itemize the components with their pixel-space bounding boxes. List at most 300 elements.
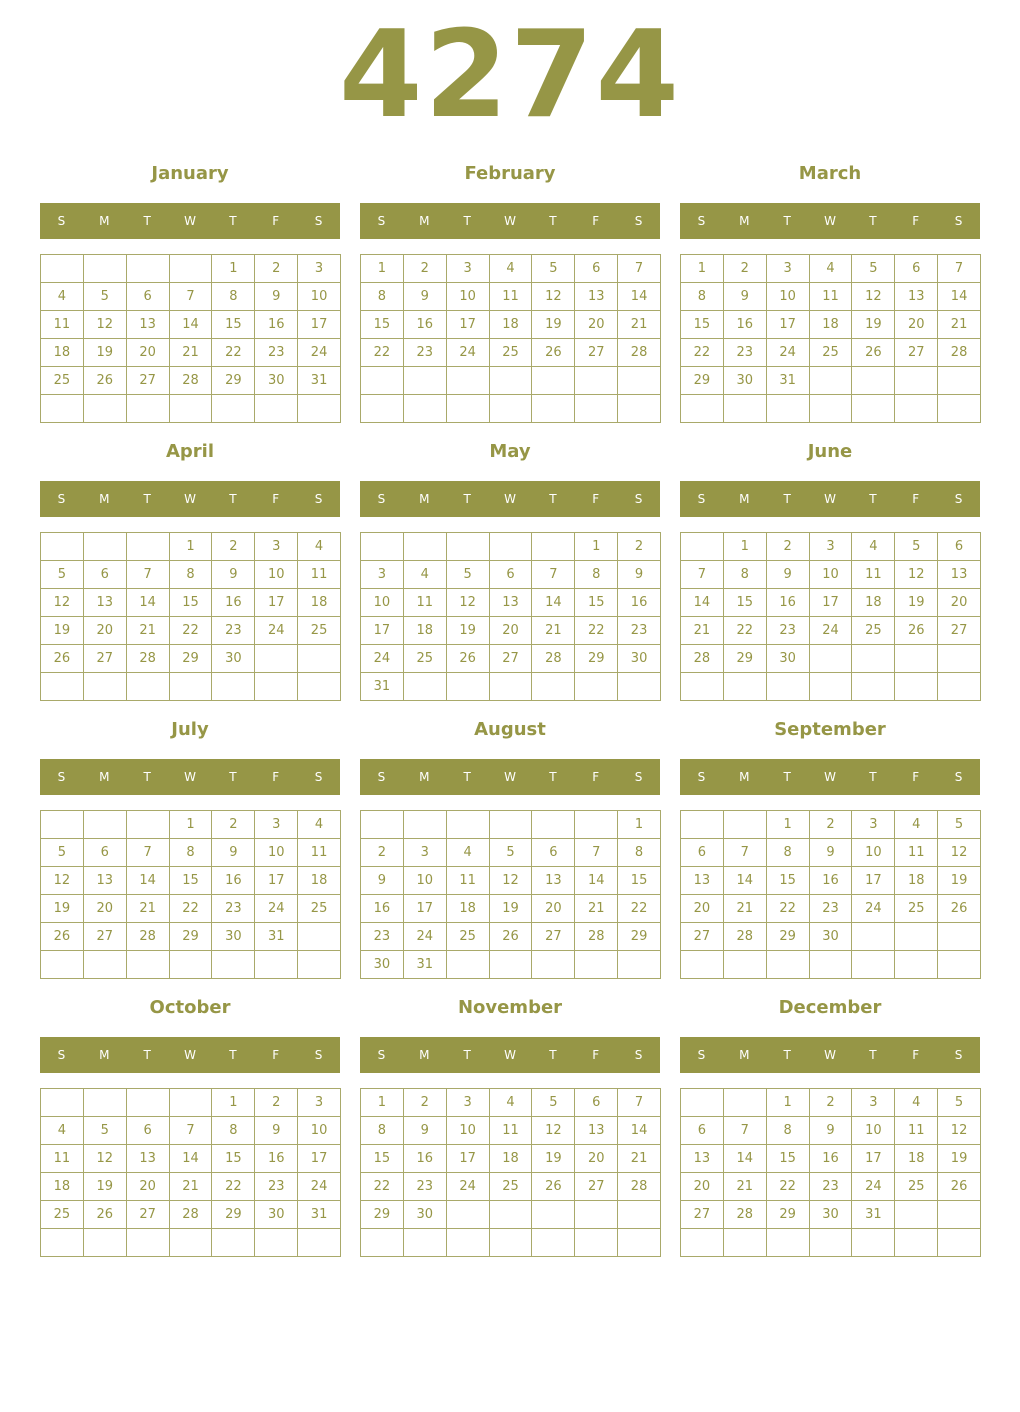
day-cell: 18 [298, 867, 341, 895]
day-cell: 1 [361, 255, 404, 283]
day-cell: 22 [361, 1173, 404, 1201]
day-cell: 8 [575, 561, 618, 589]
day-cell: 12 [447, 589, 490, 617]
day-grid [40, 810, 341, 979]
empty-cell [532, 951, 575, 979]
weekday-label: T [549, 492, 557, 506]
weekday-label: W [504, 492, 516, 506]
day-cell: 7 [681, 561, 724, 589]
empty-cell [724, 673, 767, 701]
weekday-label: M [739, 1048, 750, 1062]
day-cell: 30 [404, 1201, 447, 1229]
day-cell: 24 [852, 895, 895, 923]
day-cell: 26 [84, 1201, 127, 1229]
day-cell: 26 [532, 339, 575, 367]
weekday-label: T [549, 214, 557, 228]
empty-cell [361, 395, 404, 423]
day-cell: 17 [298, 311, 341, 339]
weekday-label: W [504, 1048, 516, 1062]
day-cell: 28 [618, 1173, 661, 1201]
month-september [680, 712, 981, 992]
day-cell: 25 [810, 339, 853, 367]
day-cell: 28 [724, 1201, 767, 1229]
day-cell: 9 [810, 1117, 853, 1145]
empty-cell [938, 951, 981, 979]
day-cell: 25 [41, 367, 84, 395]
weekday-label: T [229, 492, 237, 506]
day-cell: 31 [767, 367, 810, 395]
day-cell: 26 [490, 923, 533, 951]
month-april [40, 434, 341, 714]
empty-cell [490, 367, 533, 395]
empty-cell [361, 811, 404, 839]
day-cell: 16 [361, 895, 404, 923]
month-november [360, 990, 661, 1270]
day-cell: 4 [490, 255, 533, 283]
empty-cell [767, 951, 810, 979]
weekday-label: F [592, 492, 600, 506]
day-cell: 7 [938, 255, 981, 283]
empty-cell [447, 533, 490, 561]
empty-cell [298, 395, 341, 423]
day-cell: 17 [852, 1145, 895, 1173]
empty-cell [532, 533, 575, 561]
empty-cell [532, 1201, 575, 1229]
day-cell: 24 [447, 339, 490, 367]
day-cell: 4 [41, 1117, 84, 1145]
day-cell: 30 [255, 367, 298, 395]
empty-cell [532, 673, 575, 701]
empty-cell [618, 367, 661, 395]
weekday-label: M [419, 492, 430, 506]
day-cell: 30 [212, 923, 255, 951]
day-cell: 17 [255, 867, 298, 895]
day-cell: 22 [212, 339, 255, 367]
weekday-label: S [57, 214, 66, 228]
weekday-label: W [504, 770, 516, 784]
day-cell: 23 [724, 339, 767, 367]
empty-cell [618, 395, 661, 423]
empty-cell [255, 673, 298, 701]
empty-cell [490, 673, 533, 701]
empty-cell [447, 367, 490, 395]
weekday-label: T [229, 1048, 237, 1062]
day-cell: 26 [938, 895, 981, 923]
day-cell: 22 [618, 895, 661, 923]
day-cell: 26 [852, 339, 895, 367]
day-cell: 21 [127, 617, 170, 645]
day-cell: 27 [127, 367, 170, 395]
day-cell: 2 [724, 255, 767, 283]
day-cell: 6 [681, 839, 724, 867]
day-cell: 16 [724, 311, 767, 339]
day-cell: 16 [404, 311, 447, 339]
day-cell: 14 [724, 867, 767, 895]
weekday-label: T [143, 214, 151, 228]
day-cell: 13 [681, 1145, 724, 1173]
day-cell: 28 [575, 923, 618, 951]
day-cell: 19 [938, 867, 981, 895]
day-cell: 21 [170, 339, 213, 367]
day-cell: 20 [84, 895, 127, 923]
day-cell: 8 [170, 839, 213, 867]
day-cell: 20 [532, 895, 575, 923]
day-cell: 18 [852, 589, 895, 617]
day-cell: 14 [618, 283, 661, 311]
weekday-label: M [739, 214, 750, 228]
day-cell: 25 [895, 1173, 938, 1201]
day-cell: 15 [212, 311, 255, 339]
day-cell: 1 [618, 811, 661, 839]
day-cell: 14 [532, 589, 575, 617]
empty-cell [618, 951, 661, 979]
day-cell: 25 [895, 895, 938, 923]
empty-cell [298, 951, 341, 979]
empty-cell [681, 1089, 724, 1117]
day-cell: 28 [127, 645, 170, 673]
day-cell: 9 [361, 867, 404, 895]
empty-cell [84, 533, 127, 561]
empty-cell [767, 673, 810, 701]
day-cell: 9 [212, 839, 255, 867]
empty-cell [681, 951, 724, 979]
empty-cell [767, 1229, 810, 1257]
day-cell: 16 [255, 1145, 298, 1173]
day-cell: 31 [298, 1201, 341, 1229]
day-cell: 29 [724, 645, 767, 673]
day-cell: 6 [575, 1089, 618, 1117]
month-name: June [807, 441, 853, 462]
empty-cell [447, 673, 490, 701]
day-cell: 31 [298, 367, 341, 395]
day-cell: 12 [84, 311, 127, 339]
day-cell: 25 [41, 1201, 84, 1229]
empty-cell [575, 367, 618, 395]
empty-cell [895, 367, 938, 395]
month-name: October [149, 997, 231, 1018]
empty-cell [575, 395, 618, 423]
empty-cell [895, 645, 938, 673]
day-cell: 13 [532, 867, 575, 895]
day-cell: 30 [810, 1201, 853, 1229]
day-cell: 10 [447, 1117, 490, 1145]
day-cell: 30 [767, 645, 810, 673]
empty-cell [127, 395, 170, 423]
empty-cell [255, 951, 298, 979]
day-cell: 9 [767, 561, 810, 589]
day-cell: 21 [575, 895, 618, 923]
empty-cell [852, 645, 895, 673]
day-cell: 22 [724, 617, 767, 645]
day-cell: 14 [575, 867, 618, 895]
day-cell: 29 [170, 923, 213, 951]
weekday-label: S [954, 492, 963, 506]
day-cell: 10 [361, 589, 404, 617]
day-cell: 23 [255, 1173, 298, 1201]
day-cell: 18 [490, 1145, 533, 1173]
day-cell: 23 [404, 339, 447, 367]
day-cell: 29 [575, 645, 618, 673]
empty-cell [681, 395, 724, 423]
day-cell: 6 [532, 839, 575, 867]
weekday-label: M [99, 1048, 110, 1062]
empty-cell [490, 395, 533, 423]
day-cell: 13 [490, 589, 533, 617]
day-cell: 21 [724, 1173, 767, 1201]
day-cell: 18 [895, 867, 938, 895]
day-cell: 10 [852, 839, 895, 867]
weekday-label: S [697, 492, 706, 506]
day-cell: 4 [447, 839, 490, 867]
empty-cell [361, 533, 404, 561]
day-cell: 18 [810, 311, 853, 339]
empty-cell [490, 1201, 533, 1229]
day-cell: 16 [810, 867, 853, 895]
day-cell: 3 [298, 1089, 341, 1117]
empty-cell [404, 395, 447, 423]
weekday-header [40, 759, 340, 795]
day-cell: 25 [852, 617, 895, 645]
day-cell: 2 [404, 1089, 447, 1117]
day-cell: 3 [810, 533, 853, 561]
weekday-label: S [697, 770, 706, 784]
empty-cell [681, 673, 724, 701]
day-cell: 27 [84, 645, 127, 673]
day-cell: 1 [575, 533, 618, 561]
day-cell: 13 [127, 1145, 170, 1173]
empty-cell [41, 533, 84, 561]
day-cell: 27 [84, 923, 127, 951]
empty-cell [170, 255, 213, 283]
day-cell: 1 [212, 1089, 255, 1117]
month-march [680, 156, 981, 436]
empty-cell [298, 645, 341, 673]
empty-cell [41, 1089, 84, 1117]
day-cell: 19 [852, 311, 895, 339]
day-cell: 2 [255, 1089, 298, 1117]
empty-cell [170, 673, 213, 701]
year-title: 4274 [339, 6, 681, 145]
day-cell: 5 [84, 283, 127, 311]
weekday-label: S [377, 492, 386, 506]
empty-cell [810, 395, 853, 423]
day-cell: 12 [490, 867, 533, 895]
empty-cell [255, 645, 298, 673]
day-cell: 7 [127, 839, 170, 867]
day-cell: 7 [724, 1117, 767, 1145]
day-cell: 31 [404, 951, 447, 979]
day-cell: 17 [810, 589, 853, 617]
empty-cell [404, 811, 447, 839]
day-cell: 20 [895, 311, 938, 339]
month-june [680, 434, 981, 714]
day-cell: 19 [938, 1145, 981, 1173]
day-cell: 24 [255, 895, 298, 923]
month-name: December [778, 997, 882, 1018]
day-cell: 17 [404, 895, 447, 923]
weekday-label: S [697, 1048, 706, 1062]
day-cell: 25 [490, 339, 533, 367]
empty-cell [575, 951, 618, 979]
day-cell: 14 [618, 1117, 661, 1145]
day-cell: 18 [447, 895, 490, 923]
day-cell: 6 [575, 255, 618, 283]
empty-cell [41, 673, 84, 701]
day-cell: 4 [810, 255, 853, 283]
day-cell: 20 [127, 339, 170, 367]
weekday-label: F [272, 492, 280, 506]
empty-cell [681, 1229, 724, 1257]
weekday-label: F [912, 214, 920, 228]
day-cell: 8 [724, 561, 767, 589]
day-cell: 15 [212, 1145, 255, 1173]
empty-cell [938, 395, 981, 423]
month-name: May [489, 441, 531, 462]
empty-cell [127, 533, 170, 561]
empty-cell [84, 673, 127, 701]
day-cell: 5 [447, 561, 490, 589]
weekday-header [360, 1037, 660, 1073]
month-july [40, 712, 341, 992]
day-cell: 10 [447, 283, 490, 311]
day-cell: 11 [404, 589, 447, 617]
day-grid [40, 254, 341, 423]
weekday-label: T [463, 492, 471, 506]
day-cell: 13 [938, 561, 981, 589]
empty-cell [41, 951, 84, 979]
day-cell: 27 [490, 645, 533, 673]
day-cell: 23 [810, 895, 853, 923]
empty-cell [852, 673, 895, 701]
weekday-label: S [57, 770, 66, 784]
weekday-label: F [272, 1048, 280, 1062]
empty-cell [490, 533, 533, 561]
weekday-label: T [229, 214, 237, 228]
weekday-label: M [419, 1048, 430, 1062]
day-cell: 7 [127, 561, 170, 589]
empty-cell [170, 1229, 213, 1257]
empty-cell [127, 1229, 170, 1257]
month-may [360, 434, 661, 714]
day-cell: 17 [298, 1145, 341, 1173]
day-cell: 3 [767, 255, 810, 283]
empty-cell [41, 811, 84, 839]
day-cell: 16 [767, 589, 810, 617]
empty-cell [127, 673, 170, 701]
day-cell: 5 [41, 561, 84, 589]
weekday-label: T [783, 770, 791, 784]
weekday-header [40, 481, 340, 517]
day-cell: 12 [532, 283, 575, 311]
day-cell: 13 [127, 311, 170, 339]
empty-cell [681, 533, 724, 561]
empty-cell [212, 673, 255, 701]
empty-cell [490, 1229, 533, 1257]
day-cell: 24 [404, 923, 447, 951]
day-cell: 29 [618, 923, 661, 951]
day-cell: 8 [212, 283, 255, 311]
empty-cell [84, 1089, 127, 1117]
empty-cell [938, 1201, 981, 1229]
empty-cell [810, 1229, 853, 1257]
day-cell: 24 [810, 617, 853, 645]
empty-cell [810, 673, 853, 701]
day-cell: 2 [361, 839, 404, 867]
empty-cell [170, 951, 213, 979]
day-cell: 30 [255, 1201, 298, 1229]
day-grid [680, 810, 981, 979]
day-cell: 2 [212, 811, 255, 839]
day-grid [680, 1088, 981, 1257]
weekday-header [360, 203, 660, 239]
day-cell: 11 [895, 1117, 938, 1145]
day-cell: 20 [575, 311, 618, 339]
day-cell: 16 [618, 589, 661, 617]
day-cell: 5 [41, 839, 84, 867]
day-cell: 29 [170, 645, 213, 673]
day-cell: 6 [895, 255, 938, 283]
weekday-label: M [739, 770, 750, 784]
weekday-header [40, 203, 340, 239]
empty-cell [84, 1229, 127, 1257]
empty-cell [575, 1201, 618, 1229]
empty-cell [724, 1229, 767, 1257]
day-cell: 18 [895, 1145, 938, 1173]
empty-cell [127, 255, 170, 283]
day-cell: 10 [298, 283, 341, 311]
day-cell: 22 [170, 895, 213, 923]
day-cell: 5 [532, 1089, 575, 1117]
weekday-header [360, 759, 660, 795]
day-cell: 24 [255, 617, 298, 645]
day-cell: 23 [212, 895, 255, 923]
day-cell: 28 [127, 923, 170, 951]
day-cell: 20 [681, 895, 724, 923]
day-cell: 10 [767, 283, 810, 311]
empty-cell [938, 1229, 981, 1257]
empty-cell [938, 367, 981, 395]
day-cell: 17 [361, 617, 404, 645]
day-cell: 1 [767, 1089, 810, 1117]
day-cell: 3 [404, 839, 447, 867]
day-cell: 27 [895, 339, 938, 367]
day-cell: 24 [767, 339, 810, 367]
day-cell: 1 [170, 533, 213, 561]
weekday-label: T [143, 1048, 151, 1062]
day-cell: 19 [41, 617, 84, 645]
day-cell: 22 [767, 1173, 810, 1201]
day-cell: 27 [938, 617, 981, 645]
empty-cell [41, 1229, 84, 1257]
day-cell: 14 [724, 1145, 767, 1173]
day-cell: 9 [618, 561, 661, 589]
weekday-label: S [377, 1048, 386, 1062]
day-cell: 5 [532, 255, 575, 283]
weekday-label: S [314, 492, 323, 506]
day-cell: 2 [212, 533, 255, 561]
day-cell: 9 [404, 283, 447, 311]
day-cell: 29 [767, 923, 810, 951]
day-cell: 7 [575, 839, 618, 867]
day-cell: 17 [447, 1145, 490, 1173]
day-cell: 13 [681, 867, 724, 895]
empty-cell [895, 1201, 938, 1229]
day-cell: 5 [490, 839, 533, 867]
empty-cell [810, 951, 853, 979]
day-cell: 31 [361, 673, 404, 701]
empty-cell [41, 255, 84, 283]
empty-cell [447, 1201, 490, 1229]
